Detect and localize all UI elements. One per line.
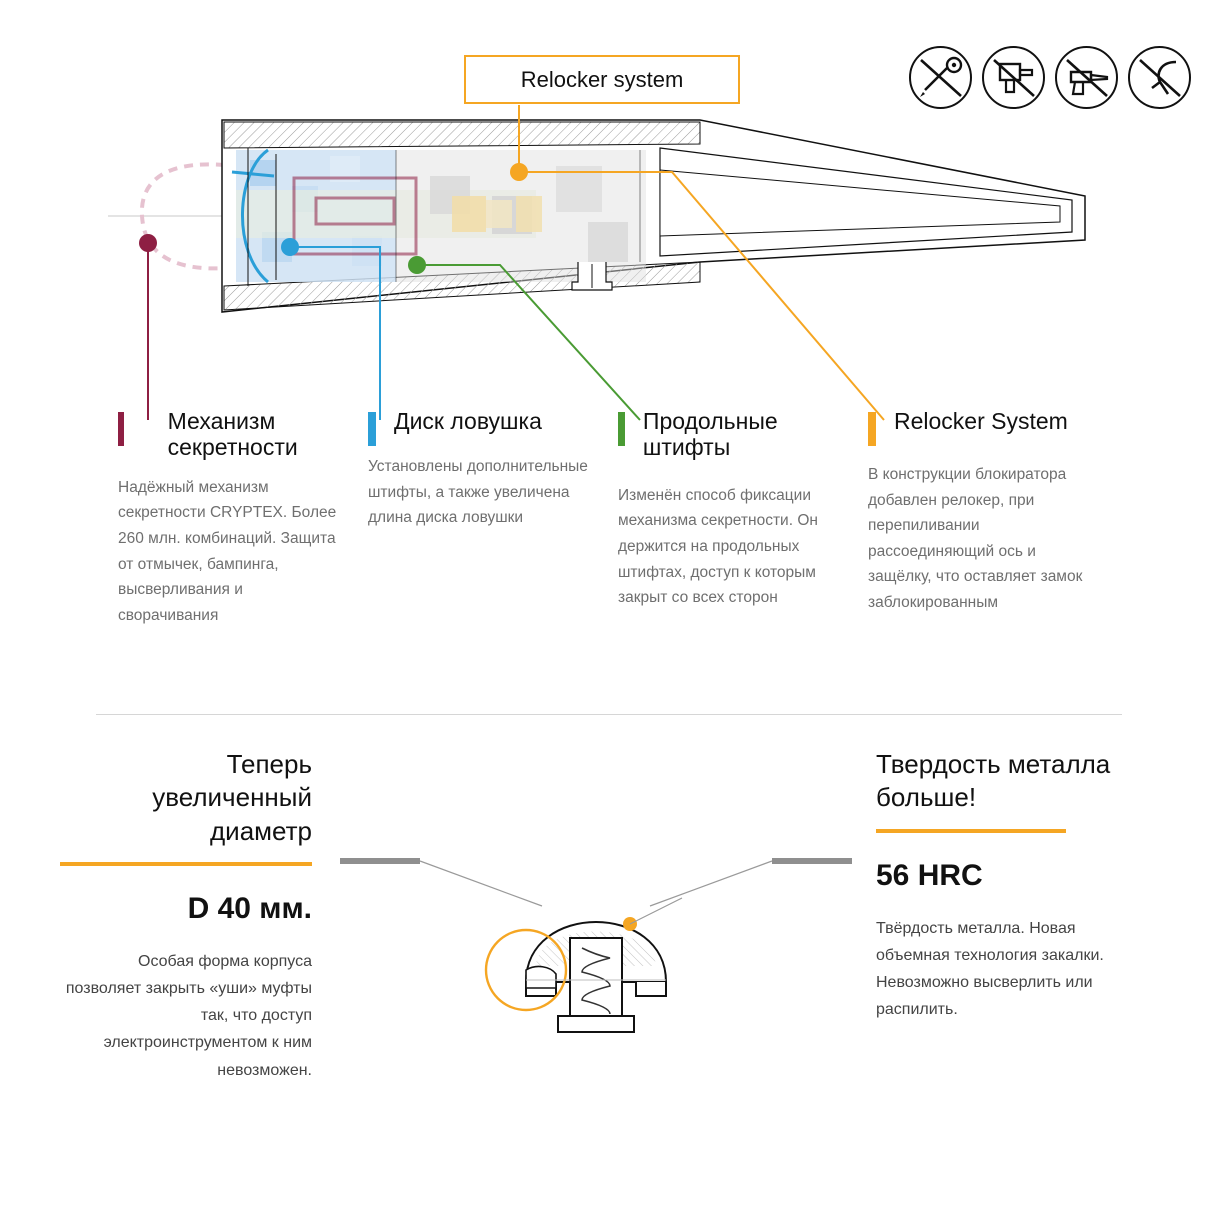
feature-title: Механизм секретности [167, 408, 298, 461]
hardness-text: Твёрдость металла. Новая объемная технология закалки. Невозможно высверлить или распилить. [876, 919, 1104, 1019]
pictogram-row [909, 46, 1191, 109]
no-crowbar-icon [1128, 46, 1191, 109]
feature-item [618, 408, 868, 628]
feature-item [368, 408, 618, 628]
feature-text: Надёжный механизм секретности CRYPTEX. Более 260 млн. комбинаций. Защита от отмычек, бампинга, высверливания и сворачивания [118, 478, 337, 624]
no-power-drill-icon [1055, 46, 1118, 109]
diameter-value: D 40 мм. [187, 891, 312, 925]
no-pick-icon [909, 46, 972, 109]
hardness-value: 56 HRC [876, 858, 983, 892]
accent-rule [876, 829, 1066, 833]
hardness-block [876, 748, 1136, 1023]
diameter-text: Особая форма корпуса позволяет закрыть «уши» муфты так, что доступ электроинструментом к ним невозможен. [65, 952, 312, 1079]
feature-color-bar [868, 412, 876, 446]
feature-text: Установлены дополнительные штифты, а также увеличена длина диска ловушки [368, 458, 588, 527]
hotspot-relocker [510, 163, 528, 181]
relocker-callout-text: Relocker system [520, 66, 684, 92]
coupling-cutaway-illustration [330, 840, 860, 1070]
accent-rule [60, 862, 312, 866]
feature-title: Диск ловушка [394, 408, 542, 434]
feature-item [868, 408, 1118, 628]
hotspot-trap-disc [281, 238, 299, 256]
diameter-block [60, 748, 312, 1084]
feature-color-bar [368, 412, 376, 446]
feature-title: Продольные штифты [642, 408, 778, 461]
feature-title: Relocker System [894, 408, 1068, 434]
relocker-callout-label [464, 55, 740, 104]
section-divider [96, 714, 1122, 715]
feature-list [118, 408, 1118, 628]
diameter-title: Теперь увеличенный диаметр [152, 749, 312, 846]
feature-color-bar [618, 412, 625, 446]
feature-item [118, 408, 368, 628]
feature-color-bar [118, 412, 124, 446]
feature-text: В конструкции блокиратора добавлен релокер, при перепиливании рассоединяющий ось и защёлку, что оставляет замок заблокированным [868, 466, 1083, 611]
hotspot-secret-mechanism [139, 234, 157, 252]
feature-text: Изменён способ фиксации механизма секретности. Он держится на продольных штифтах, доступ к которым закрыт со всех сторон [618, 486, 818, 607]
hardness-title: Твердость металла больше! [876, 749, 1111, 813]
no-drill-icon [982, 46, 1045, 109]
hotspot-longitudinal-pins [408, 256, 426, 274]
